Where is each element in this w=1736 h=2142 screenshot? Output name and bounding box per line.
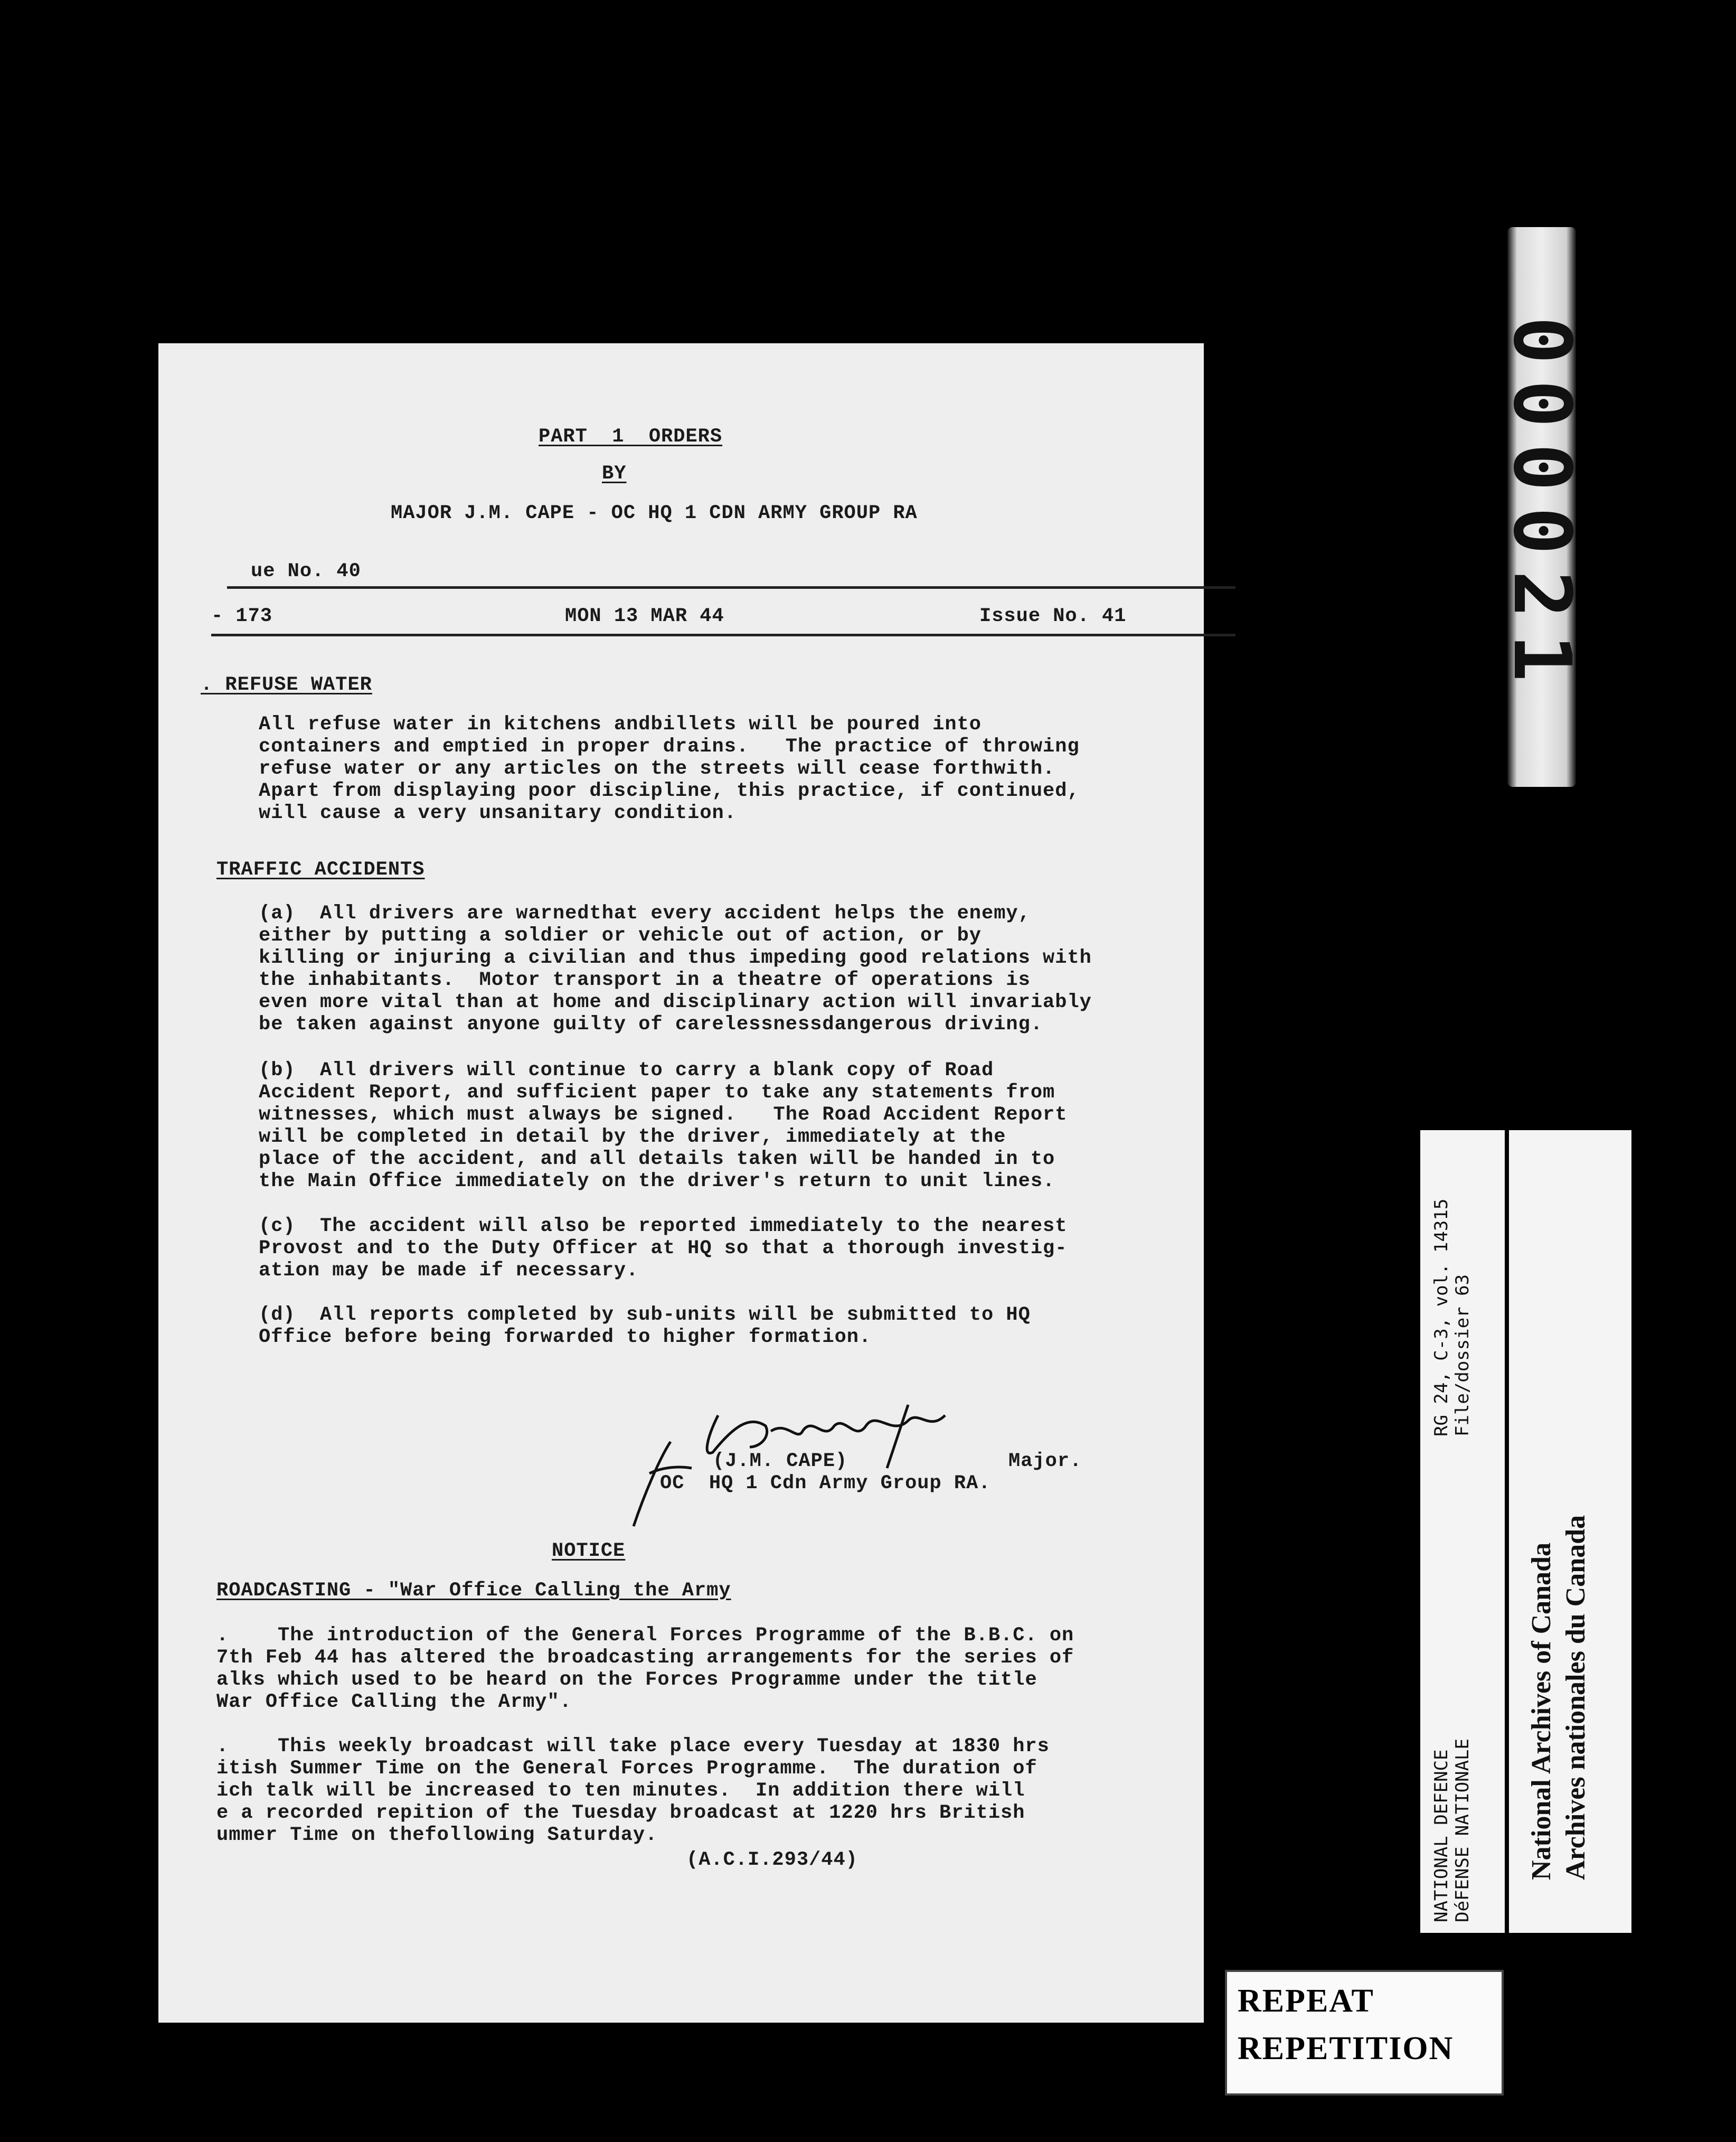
- notice-p1-line: War Office Calling the Army".: [216, 1691, 572, 1713]
- traffic-d-line: (d) All reports completed by sub-units will be submitted to HQ: [259, 1304, 1031, 1326]
- notice-p1-line: alks which used to be heard on the Forces Programme under the title: [216, 1669, 1037, 1691]
- traffic-a-line: killing or injuring a civilian and thus impeding good relations with: [259, 947, 1092, 969]
- archive-name-fr: Archives nationales du Canada: [1561, 1515, 1591, 1880]
- traffic-a-line: the inhabitants. Motor transport in a theatre of operations is: [259, 969, 1031, 991]
- notice-heading: NOTICE: [552, 1540, 626, 1562]
- repeat-label: REPEAT: [1238, 1983, 1374, 2019]
- archive-reference-2: File/dossier 63: [1452, 1274, 1473, 1436]
- traffic-accidents-heading: TRAFFIC ACCIDENTS: [216, 859, 425, 881]
- department-name-en: NATIONAL DEFENCE: [1431, 1749, 1452, 1922]
- archive-label: [1420, 1130, 1631, 1933]
- refuse-water-heading: . REFUSE WATER: [201, 674, 372, 696]
- notice-p2-line: e a recorded repition of the Tuesday broadcast at 1220 hrs British: [216, 1802, 1025, 1824]
- traffic-a-line: either by putting a soldier or vehicle out of action, or by: [259, 925, 982, 947]
- traffic-a-line: (a) All drivers are warnedthat every accident helps the enemy,: [259, 903, 1031, 925]
- traffic-a-line: even more vital than at home and disciplinary action will invariably: [259, 991, 1092, 1013]
- archive-name-en: National Archives of Canada: [1526, 1543, 1556, 1880]
- order-number: - 173: [211, 605, 273, 627]
- signatory-unit: OC HQ 1 Cdn Army Group RA.: [660, 1472, 991, 1495]
- refuse-line: will cause a very unsanitary condition.: [259, 802, 737, 824]
- notice-p2-line: . This weekly broadcast will take place every Tuesday at 1830 hrs: [216, 1735, 1050, 1758]
- refuse-line: All refuse water in kitchens andbillets will be poured into: [259, 713, 982, 736]
- officer-heading: MAJOR J.M. CAPE - OC HQ 1 CDN ARMY GROUP RA: [391, 502, 918, 524]
- signatory-name: (J.M. CAPE): [713, 1450, 848, 1472]
- traffic-b-line: will be completed in detail by the driver, immediately at the: [259, 1126, 1006, 1148]
- archive-reference-1: RG 24, C-3, vol. 14315: [1431, 1198, 1452, 1436]
- by-heading: BY: [602, 463, 627, 485]
- repetition-label: REPETITION: [1238, 2031, 1454, 2066]
- refuse-line: refuse water or any articles on the streets will cease forthwith.: [259, 758, 1055, 780]
- traffic-b-line: the Main Office immediately on the driver's return to unit lines.: [259, 1170, 1055, 1192]
- notice-subheading: ROADCASTING - "War Office Calling the Army: [216, 1580, 731, 1602]
- notice-p2-line: itish Summer Time on the General Forces Programme. The duration of: [216, 1758, 1037, 1780]
- notice-p2-line: ich talk will be increased to ten minutes. In addition there will: [216, 1780, 1025, 1802]
- traffic-d-line: Office before being forwarded to higher formation.: [259, 1326, 872, 1348]
- label-divider: [1505, 1130, 1509, 1933]
- issue-number: Issue No. 41: [979, 605, 1127, 627]
- traffic-c-line: (c) The accident will also be reported immediately to the nearest: [259, 1215, 1068, 1237]
- traffic-b-line: place of the accident, and all details taken will be handed in to: [259, 1148, 1055, 1170]
- previous-issue-number: ue No. 40: [251, 560, 361, 583]
- notice-p1-line: 7th Feb 44 has altered the broadcasting arrangements for the series of: [216, 1647, 1074, 1669]
- traffic-a-line: be taken against anyone guilty of carelessnessdangerous driving.: [259, 1013, 1043, 1036]
- document-page: [158, 343, 1204, 2023]
- traffic-c-line: Provost and to the Duty Officer at HQ so that a thorough investig-: [259, 1237, 1068, 1260]
- repeat-stamp: [1225, 1970, 1504, 2096]
- header-rule-bottom: [211, 634, 1235, 636]
- notice-reference: (A.C.I.293/44): [686, 1849, 858, 1871]
- notice-p1-line: . The introduction of the General Forces Programme of the B.B.C. on: [216, 1624, 1074, 1647]
- frame-number: 000021: [1496, 316, 1588, 698]
- refuse-line: Apart from displaying poor discipline, this practice, if continued,: [259, 780, 1080, 802]
- order-date: MON 13 MAR 44: [565, 605, 724, 627]
- traffic-b-line: Accident Report, and sufficient paper to take any statements from: [259, 1082, 1055, 1104]
- header-rule-top: [227, 586, 1235, 589]
- signatory-rank: Major.: [1008, 1450, 1082, 1472]
- frame-number-label: [1496, 227, 1588, 787]
- refuse-line: containers and emptied in proper drains. The practice of throwing: [259, 736, 1080, 758]
- traffic-c-line: ation may be made if necessary.: [259, 1260, 639, 1282]
- department-name-fr: DéFENSE NATIONALE: [1452, 1739, 1473, 1922]
- part-heading: PART 1 ORDERS: [539, 426, 723, 448]
- notice-p2-line: ummer Time on thefollowing Saturday.: [216, 1824, 658, 1846]
- traffic-b-line: (b) All drivers will continue to carry a blank copy of Road: [259, 1059, 994, 1082]
- traffic-b-line: witnesses, which must always be signed. The Road Accident Report: [259, 1104, 1068, 1126]
